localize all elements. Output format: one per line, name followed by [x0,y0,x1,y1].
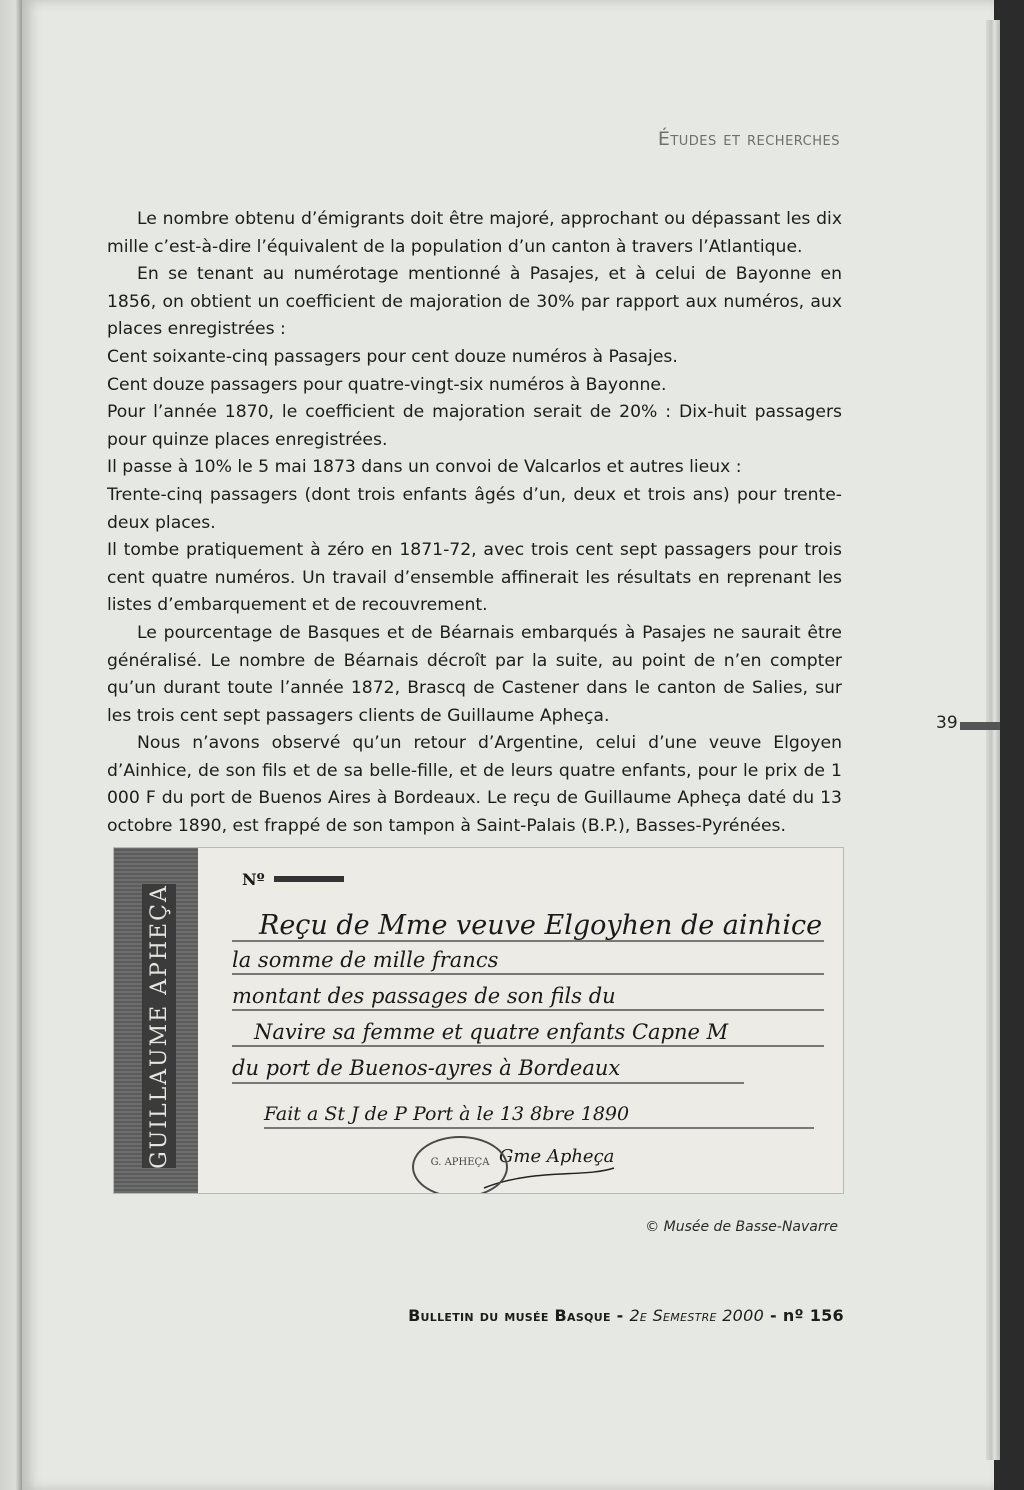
facing-page-edge [0,0,22,1490]
page-number: 39 [936,713,958,733]
page-number-marker [960,722,1000,730]
receipt-image [113,847,844,1194]
paragraph: Cent soixante-cinq passagers pour cent douze numéros à Pasajes. [107,346,678,367]
paragraph: Pour l’année 1870, le coefficient de majoration serait de 20% : Dix-huit passagers pour quinze places enregistrées. [107,402,842,450]
image-credit: © Musée de Basse-Navarre [645,1219,838,1235]
receipt-line: Reçu de Mme veuve Elgoyhen de ainhice [259,910,823,941]
receipt-stamp: G. APHEÇA [412,1136,508,1194]
footer-semester: 2e Semestre 2000 [629,1306,765,1325]
paragraph: En se tenant au numérotage mentionné à Pasajes, et à celui de Bayonne en 1856, on obtient un coefficient de majoration de 30% par rapport aux numéros, aux places enregistrées : [107,264,842,340]
paragraph: Il tombe pratiquement à zéro en 1871-72, avec trois cent sept passagers pour trois cent quatre numéros. Un travail d’ensemble affinerait les résultats en reprenant les listes d’embarquement et de recouvrement. [107,540,842,616]
footer-title: Bulletin du musée Basque [408,1306,611,1325]
paragraph: Le pourcentage de Basques et de Béarnais embarqués à Pasajes ne saurait être généralisé. Le nombre de Béarnais décroît par la suite, au point de n’en compter qu’un durant toute l’année 1872, Brascq de Castener dans le canton de Salies, sur les trois cent sept passagers clients de Guillaume Apheça. [107,622,842,726]
receipt-line: montant des passages de son fils du [232,984,616,1008]
body-text [107,206,842,841]
receipt-number-label: Nº [242,870,265,889]
journal-footer: Bulletin du musée Basque - 2e Semestre 2000 - nº 156 [408,1306,844,1325]
running-header: Études et recherches [657,128,840,150]
receipt-letterhead-text: GUILLAUME APHEÇA [146,883,172,1169]
receipt-line: du port de Buenos-ayres à Bordeaux [232,1056,621,1080]
page-stack-edge [986,20,1000,1460]
receipt-line: Fait a St J de P Port à le 13 8bre 1890 [264,1103,630,1125]
footer-issue-number: nº 156 [782,1306,844,1325]
paragraph: Trente-cinq passagers (dont trois enfants âgés d’un, deux et trois ans) pour trente-deux places. [107,484,842,533]
paragraph: Nous n’avons observé qu’un retour d’Argentine, celui d’une veuve Elgoyen d’Ainhice, de son fils et de sa belle-fille, et de leurs quatre enfants, pour le prix de 1 000 F du port de Buenos Aires à Bordeaux. Le reçu de Guillaume Apheça daté du 13 octobre 1890, est frappé de son tampon à Saint-Palais (B.P.), Basses-Pyrénées. [107,733,842,837]
paragraph: Cent douze passagers pour quatre-vingt-six numéros à Bayonne. [107,374,667,395]
paragraph: Il passe à 10% le 5 mai 1873 dans un convoi de Valcarlos et autres lieux : [107,457,742,478]
receipt-line: la somme de mille francs [232,948,499,972]
receipt-signature: Gme Apheça [499,1146,615,1167]
receipt-line: Navire sa femme et quatre enfants Capne M [254,1020,729,1044]
paragraph: Le nombre obtenu d’émigrants doit être majoré, approchant ou dépassant les dix mille c’est-à-dire l’équivalent de la population d’un canton à travers l’Atlantique. [107,209,842,257]
